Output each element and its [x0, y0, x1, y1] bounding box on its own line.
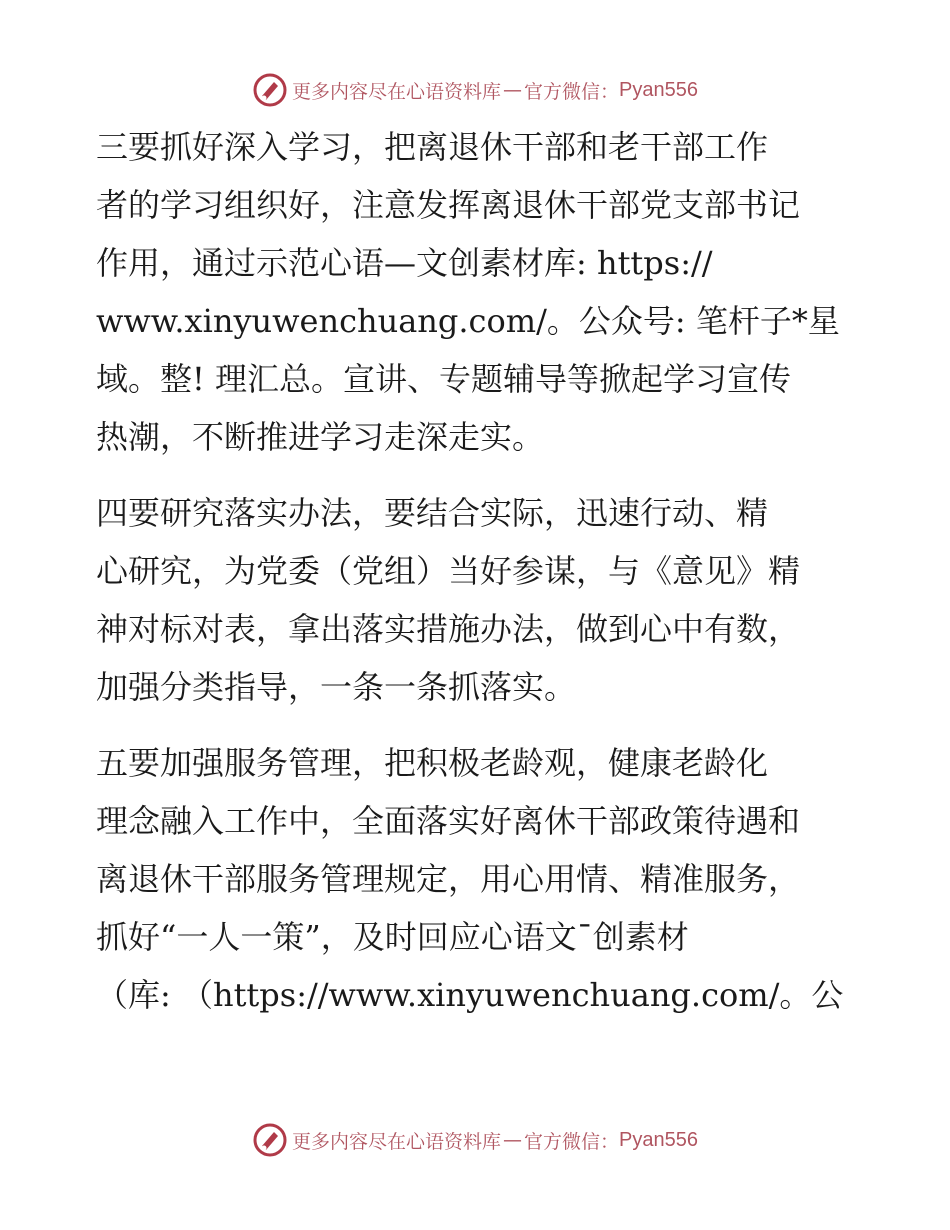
paragraph-4 [96, 484, 856, 716]
text-line: 者的学习组织好，注意发挥离退休干部党支部书记 [96, 186, 801, 224]
text-line: 域。整! 理汇总。宣讲、专题辅导等掀起学习宣传 [96, 360, 792, 398]
banner-wechat-id: Pyan556 [619, 78, 698, 101]
text-line: 心研究，为党委（党组）当好参谋，与《意见》精 [96, 552, 801, 590]
banner-main-text: 更多内容尽在心语资料库 [292, 1130, 502, 1153]
banner-dash: — [503, 1129, 523, 1151]
text-line: 抓好“一人一策”，及时回应心语文¯创素材 [96, 918, 689, 956]
banner-wechat-id: Pyan556 [619, 1128, 698, 1151]
text-line: 神对标对表，拿出落实措施办法，做到心中有数， [96, 610, 801, 648]
text-line: www.xinyuwenchuang.com/。公众号: 笔杆子*星 [96, 302, 840, 340]
paragraph-3 [96, 118, 856, 466]
text-line: 加强分类指导，一条一条抓落实。 [96, 668, 577, 706]
brand-logo-icon [252, 1122, 288, 1158]
banner-dash: — [503, 79, 523, 101]
text-line: 离退休干部服务管理规定，用心用情、精准服务， [96, 860, 801, 898]
header-watermark-banner [0, 70, 950, 110]
text-line: 理念融入工作中，全面落实好离休干部政策待遇和 [96, 802, 801, 840]
text-line: 三要抓好深入学习，把离退休干部和老干部工作 [96, 128, 769, 166]
text-line: （库: （https://www.xinyuwenchuang.com/。公 [96, 976, 844, 1014]
banner-wechat-label: 官方微信： [524, 1130, 620, 1153]
text-line: 四要研究落实办法，要结合实际，迅速行动、精 [96, 494, 769, 532]
banner-wechat-label: 官方微信： [524, 80, 620, 103]
document-body [96, 118, 856, 1042]
text-line: 五要加强服务管理，把积极老龄观，健康老龄化 [96, 744, 769, 782]
text-line: 热潮，不断推进学习走深走实。 [96, 418, 545, 456]
footer-watermark-banner [0, 1120, 950, 1160]
text-line: 作用，通过示范心语—文创素材库: https:// [96, 244, 713, 282]
brand-logo-icon [252, 72, 288, 108]
banner-main-text: 更多内容尽在心语资料库 [292, 80, 502, 103]
paragraph-5 [96, 734, 856, 1024]
